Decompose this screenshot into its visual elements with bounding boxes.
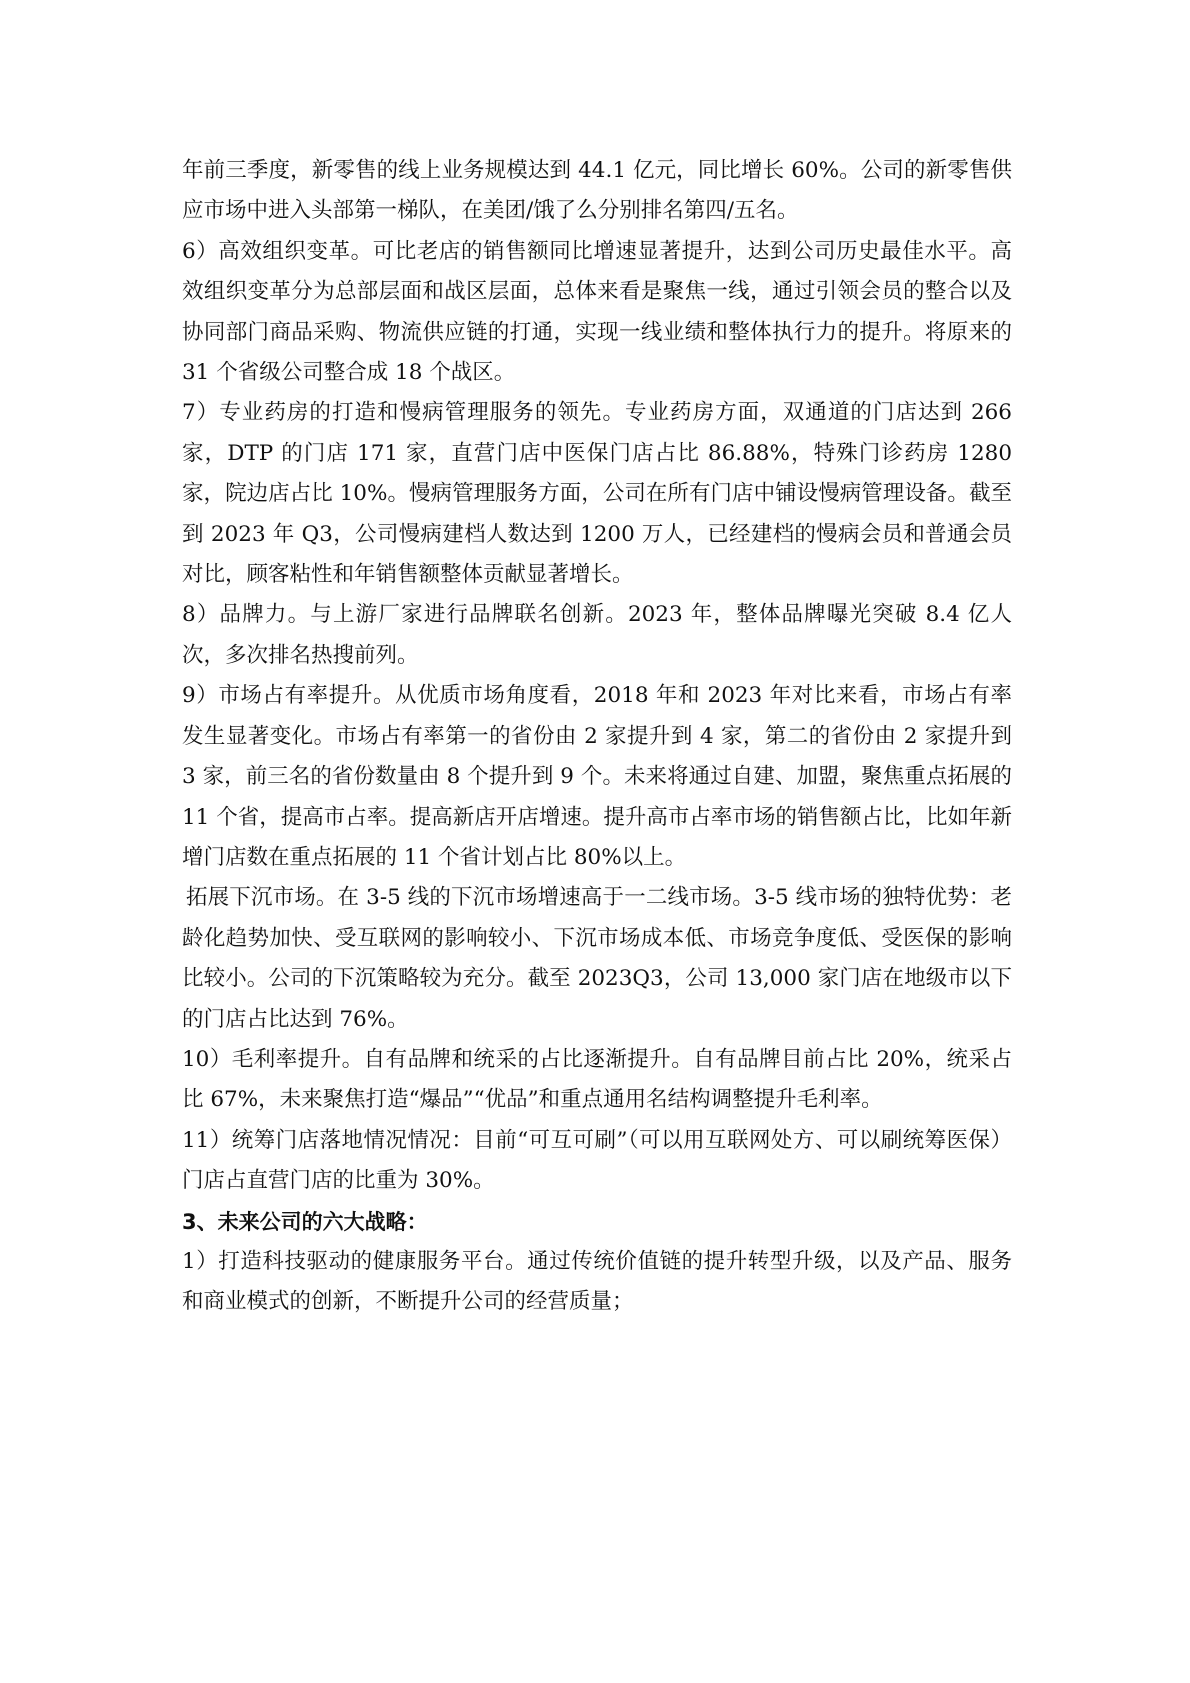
paragraph-org-reform: 6）高效组织变革。可比老店的销售额同比增速显著提升，达到公司历史最佳水平。高效组织变革分为总部层面和战区层面，总体来看是聚焦一线，通过引领会员的整合以及协同部门商品采购、物流供应链的打通，实现一线业绩和整体执行力的提升。将原来的 31 个省级公司整合成 18 个战区。 [182, 238, 1012, 386]
paragraph-pooled-stores: 11）统筹门店落地情况情况：目前“可互可刷”（可以用互联网处方、可以刷统筹医保）门店占直营门店的比重为 30%。 [182, 1127, 1012, 1194]
paragraph-market-share: 9）市场占有率提升。从优质市场角度看，2018 年和 2023 年对比来看，市场占有率发生显著变化。市场占有率第一的省份由 2 家提升到 4 家，第二的省份由 2 家提升到 3 家，前三名的省份数量由 8 个提升到 9 个。未来将通过自建、加盟，聚焦重点拓展的 11 个省，提高市占率。提高新店开店增速。提升高市占率市场的销售额占比，比如年新增门店数在重点拓展的 11 个省计划占比 80%以上。 [182, 683, 1012, 870]
paragraph-strategy-1: 1）打造科技驱动的健康服务平台。通过传统价值链的提升转型升级，以及产品、服务和商业模式的创新，不断提升公司的经营质量； [182, 1248, 1012, 1315]
paragraph-lower-tier-market: 拓展下沉市场。在 3-5 线的下沉市场增速高于一二线市场。3-5 线市场的独特优势：老龄化趋势加快、受互联网的影响较小、下沉市场成本低、市场竞争度低、受医保的影响比较小。公司的下沉策略较为充分。截至 2023Q3，公司 13,000 家门店在地级市以下的门店占比达到 76%。 [182, 885, 1012, 1032]
paragraph-gross-margin: 10）毛利率提升。自有品牌和统采的占比逐渐提升。自有品牌目前占比 20%，统采占比 67%，未来聚焦打造“爆品”“优品”和重点通用名结构调整提升毛利率。 [182, 1046, 1012, 1113]
document-body [182, 151, 1012, 1323]
paragraph-brand-power: 8）品牌力。与上游厂家进行品牌联名创新。2023 年，整体品牌曝光突破 8.4 亿人次，多次排名热搜前列。 [182, 602, 1012, 668]
paragraph-professional-pharmacy: 7）专业药房的打造和慢病管理服务的领先。专业药房方面，双通道的门店达到 266 家，DTP 的门店 171 家，直营门店中医保门店占比 86.88%，特殊门诊药房 1280 家，院边店占比 10%。慢病管理服务方面，公司在所有门店中铺设慢病管理设备。截至到 2023 年 Q3，公司慢病建档人数达到 1200 万人，已经建档的慢病会员和普通会员对比，顾客粘性和年销售额整体贡献显著增长。 [182, 400, 1012, 588]
paragraph-new-retail: 年前三季度，新零售的线上业务规模达到 44.1 亿元，同比增长 60%。公司的新零售供应市场中进入头部第一梯队，在美团/饿了么分别排名第四/五名。 [182, 158, 1012, 224]
section-heading-strategies: 3、未来公司的六大战略： [182, 1209, 428, 1234]
